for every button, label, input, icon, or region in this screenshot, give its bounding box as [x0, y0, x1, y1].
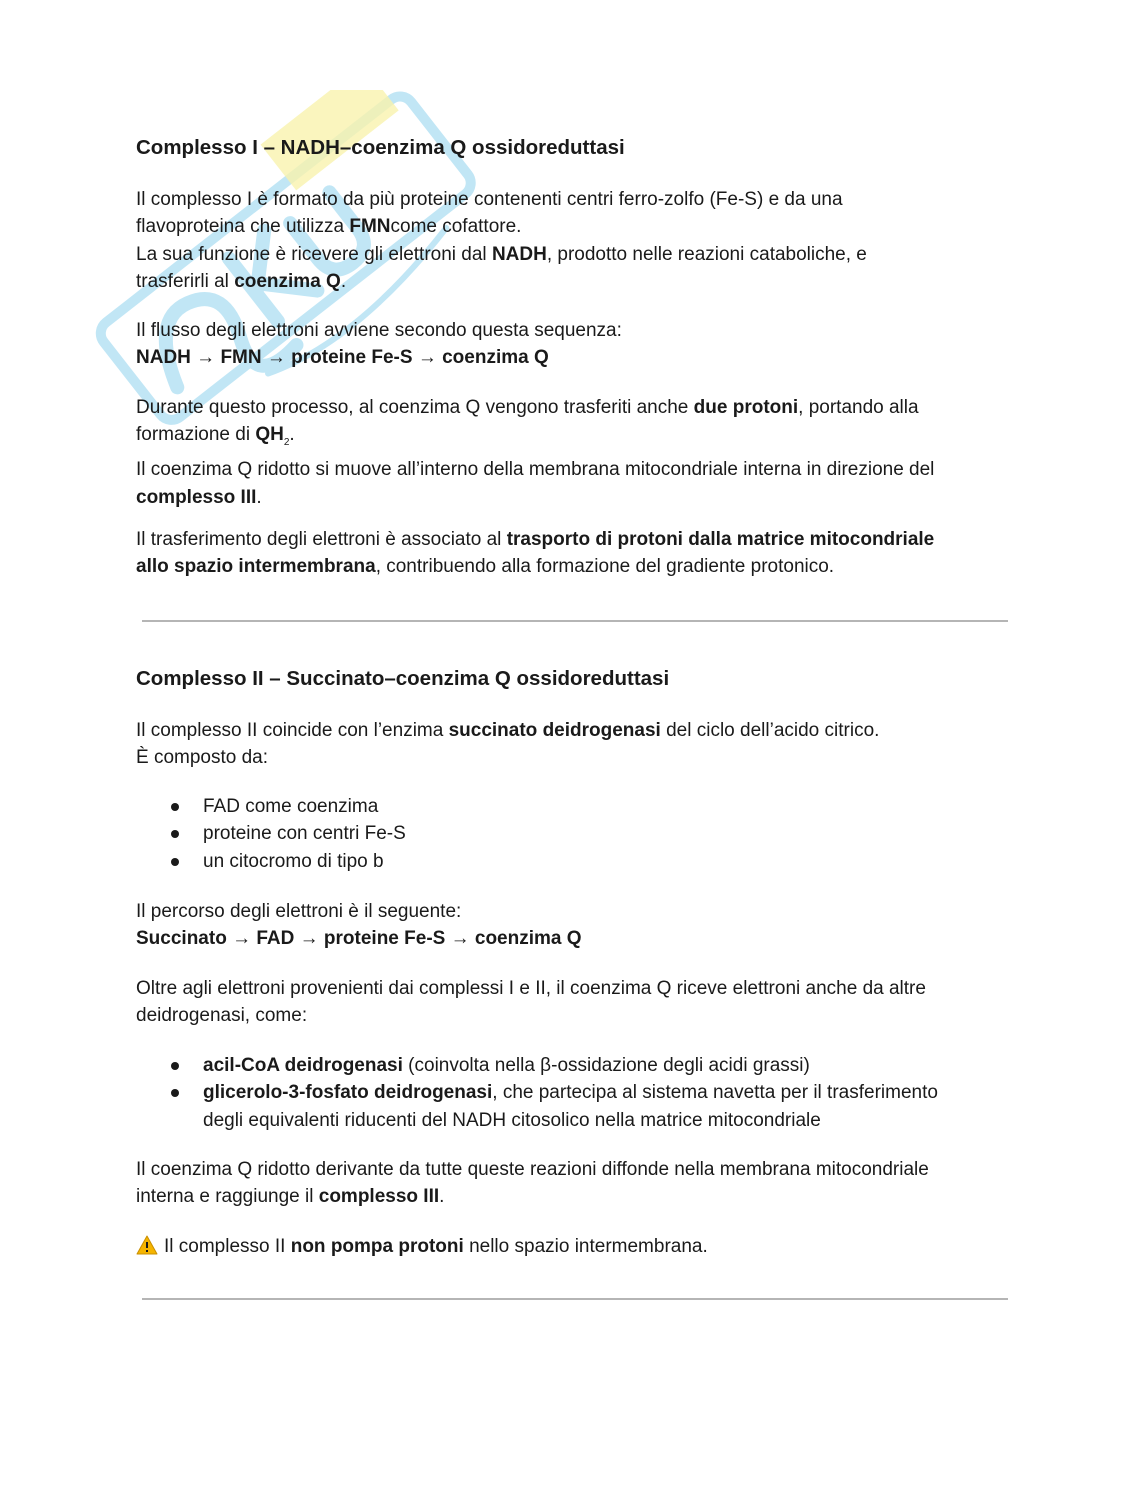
section-2-heading: Complesso II – Succinato–coenzima Q ossidoreduttasi: [136, 667, 670, 690]
dehydrogenase-list: [136, 1052, 938, 1134]
warning-icon: [136, 1235, 158, 1255]
electron-path-sequence: Succinato → FAD → proteine Fe-S → coenzima Q: [136, 928, 582, 950]
section-2-paragraph-4: Il coenzima Q ridotto derivante da tutte queste reazioni diffonde nella membrana mitocondriale interna e raggiunge il complesso III.: [136, 1159, 929, 1208]
horizontal-divider: [142, 1298, 1008, 1300]
section-2-paragraph-2: Il percorso degli elettroni è il seguente: Succinato → FAD → proteine Fe-S → coenzima Q: [136, 901, 582, 950]
bullet-icon: [171, 803, 179, 811]
section-1-paragraph-1: Il complesso I è formato da più proteine contenenti centri ferro-zolfo (Fe-S) e da una flavoproteina che utilizza FMNcome cofattore. La sua funzione è ricevere gli elettroni dal NADH, prodotto nelle reazioni cataboliche, e trasferirli al coenzima Q.: [136, 189, 867, 292]
list-item: proteine con centri Fe-S: [136, 820, 406, 847]
warning-note: Il complesso II non pompa protoni nello spazio intermembrana.: [136, 1233, 1016, 1260]
composition-list: [136, 793, 406, 875]
bullet-icon: [171, 830, 179, 838]
bullet-icon: [171, 1062, 179, 1070]
list-item: acil-CoA deidrogenasi (coinvolta nella β-ossidazione degli acidi grassi): [136, 1052, 938, 1079]
bullet-icon: [171, 858, 179, 866]
section-2-paragraph-3: Oltre agli elettroni provenienti dai complessi I e II, il coenzima Q riceve elettroni anche da altre deidrogenasi, come:: [136, 978, 926, 1027]
section-2-paragraph-1: Il complesso II coincide con l’enzima succinato deidrogenasi del ciclo dell’acido citrico. È composto da:: [136, 720, 880, 769]
electron-flow-sequence: NADH → FMN → proteine Fe-S → coenzima Q: [136, 347, 549, 369]
list-item: glicerolo-3-fosfato deidrogenasi, che partecipa al sistema navetta per il trasferimento degli equivalenti riducenti del NADH citosolico nella matrice mitocondriale: [136, 1079, 938, 1134]
bullet-icon: [171, 1089, 179, 1097]
section-1-paragraph-2: Il flusso degli elettroni avviene secondo questa sequenza: NADH → FMN → proteine Fe-S → coenzima Q: [136, 320, 622, 369]
section-1-paragraph-4: Il trasferimento degli elettroni è associato al trasporto di protoni dalla matrice mitocondriale allo spazio intermembrana, contribuendo alla formazione del gradiente protonico.: [136, 529, 935, 578]
list-item: FAD come coenzima: [136, 793, 406, 820]
section-1-heading: Complesso I – NADH–coenzima Q ossidoreduttasi: [136, 136, 625, 159]
list-item: un citocromo di tipo b: [136, 848, 406, 875]
horizontal-divider: [142, 620, 1008, 622]
section-1-paragraph-3: Durante questo processo, al coenzima Q vengono trasferiti anche due protoni, portando alla formazione di $QH_2$. Il coenzima Q ridotto si muove all’interno della membrana mitocondriale interna in direzione del complesso III.: [136, 397, 935, 508]
